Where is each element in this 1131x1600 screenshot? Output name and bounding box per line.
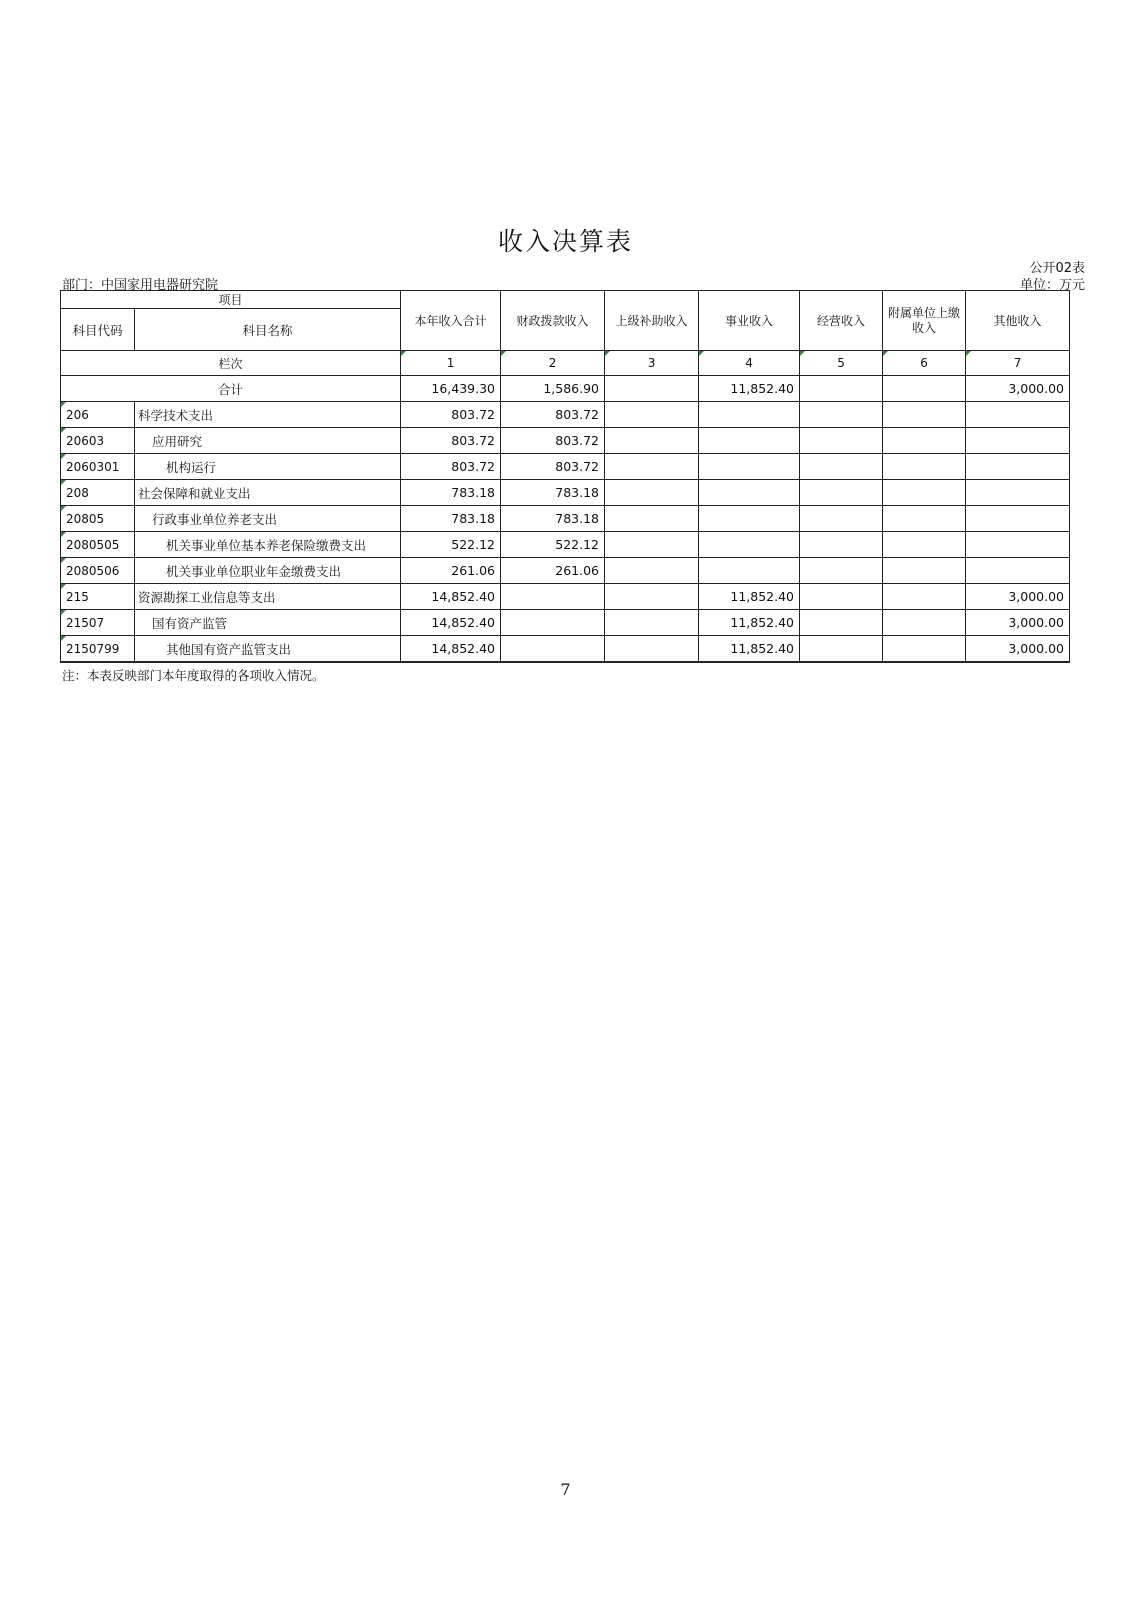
amount-cell xyxy=(800,610,883,636)
sequence-number: 5 xyxy=(800,351,883,376)
amount-cell xyxy=(605,532,699,558)
total-label: 合计 xyxy=(61,376,401,402)
amount-cell xyxy=(605,402,699,428)
total-cell xyxy=(800,376,883,402)
amount-cell xyxy=(800,428,883,454)
name-header: 科目名称 xyxy=(135,309,401,351)
amount-cell xyxy=(605,610,699,636)
amount-cell: 261.06 xyxy=(401,558,501,584)
amount-cell: 783.18 xyxy=(401,480,501,506)
amount-cell: 783.18 xyxy=(501,480,605,506)
sequence-number: 2 xyxy=(501,351,605,376)
amount-cell xyxy=(883,558,966,584)
amount-cell: 11,852.40 xyxy=(699,636,800,663)
table-row xyxy=(61,402,1070,428)
subject-code: 21507 xyxy=(61,610,135,636)
amount-cell xyxy=(800,532,883,558)
amount-cell xyxy=(883,402,966,428)
column-header: 事业收入 xyxy=(699,291,800,351)
amount-cell xyxy=(699,532,800,558)
amount-cell xyxy=(800,480,883,506)
amount-cell xyxy=(883,428,966,454)
subject-code: 208 xyxy=(61,480,135,506)
amount-cell xyxy=(800,402,883,428)
subject-name: 行政事业单位养老支出 xyxy=(135,506,401,532)
income-settlement-table xyxy=(60,290,1070,663)
amount-cell xyxy=(699,454,800,480)
table-row xyxy=(61,506,1070,532)
amount-cell xyxy=(699,402,800,428)
amount-cell xyxy=(883,506,966,532)
column-header: 上级补助收入 xyxy=(605,291,699,351)
column-header: 本年收入合计 xyxy=(401,291,501,351)
amount-cell: 14,852.40 xyxy=(401,636,501,663)
amount-cell xyxy=(501,584,605,610)
amount-cell xyxy=(883,584,966,610)
subject-name: 机关事业单位基本养老保险缴费支出 xyxy=(135,532,401,558)
amount-cell: 3,000.00 xyxy=(966,610,1070,636)
amount-cell xyxy=(800,558,883,584)
department-label: 部门：中国家用电器研究院 xyxy=(62,278,219,293)
amount-cell: 261.06 xyxy=(501,558,605,584)
amount-cell xyxy=(501,636,605,663)
table-row xyxy=(61,454,1070,480)
document-title: 收入决算表 xyxy=(497,227,633,256)
subject-code: 206 xyxy=(61,402,135,428)
table-row xyxy=(61,480,1070,506)
table-note: 注：本表反映部门本年度取得的各项收入情况。 xyxy=(62,668,325,683)
subject-code: 215 xyxy=(61,584,135,610)
amount-cell: 803.72 xyxy=(501,402,605,428)
amount-cell: 783.18 xyxy=(401,506,501,532)
amount-cell xyxy=(800,454,883,480)
total-cell xyxy=(883,376,966,402)
amount-cell: 803.72 xyxy=(401,428,501,454)
subject-name: 资源勘探工业信息等支出 xyxy=(135,584,401,610)
amount-cell xyxy=(501,610,605,636)
amount-cell: 803.72 xyxy=(501,428,605,454)
amount-cell: 803.72 xyxy=(401,454,501,480)
sequence-number: 4 xyxy=(699,351,800,376)
amount-cell: 11,852.40 xyxy=(699,584,800,610)
subject-code: 2060301 xyxy=(61,454,135,480)
sequence-number: 7 xyxy=(966,351,1070,376)
amount-cell xyxy=(605,506,699,532)
page-number: 7 xyxy=(560,1480,571,1499)
amount-cell: 11,852.40 xyxy=(699,610,800,636)
sequence-label: 栏次 xyxy=(61,351,401,376)
amount-cell xyxy=(605,480,699,506)
amount-cell: 803.72 xyxy=(501,454,605,480)
total-cell: 3,000.00 xyxy=(966,376,1070,402)
unit-label: 单位：万元 xyxy=(1019,278,1085,293)
total-cell: 16,439.30 xyxy=(401,376,501,402)
total-row xyxy=(61,376,1070,402)
total-cell: 1,586.90 xyxy=(501,376,605,402)
subject-name: 机关事业单位职业年金缴费支出 xyxy=(135,558,401,584)
subject-name: 应用研究 xyxy=(135,428,401,454)
subject-code: 2080506 xyxy=(61,558,135,584)
amount-cell xyxy=(883,480,966,506)
subject-code: 20805 xyxy=(61,506,135,532)
amount-cell xyxy=(699,558,800,584)
subject-name: 社会保障和就业支出 xyxy=(135,480,401,506)
subject-code: 2150799 xyxy=(61,636,135,663)
amount-cell xyxy=(800,584,883,610)
table-row xyxy=(61,532,1070,558)
amount-cell xyxy=(966,558,1070,584)
amount-cell xyxy=(699,428,800,454)
subject-name: 其他国有资产监管支出 xyxy=(135,636,401,663)
table-row xyxy=(61,428,1070,454)
amount-cell xyxy=(883,454,966,480)
amount-cell: 803.72 xyxy=(401,402,501,428)
item-group-header: 项目 xyxy=(61,291,401,309)
amount-cell xyxy=(883,532,966,558)
amount-cell xyxy=(605,428,699,454)
subject-name: 机构运行 xyxy=(135,454,401,480)
amount-cell xyxy=(605,636,699,663)
amount-cell xyxy=(966,506,1070,532)
code-header: 科目代码 xyxy=(61,309,135,351)
amount-cell xyxy=(883,610,966,636)
amount-cell xyxy=(966,428,1070,454)
sequence-number: 6 xyxy=(883,351,966,376)
table-row xyxy=(61,636,1070,663)
amount-cell: 522.12 xyxy=(501,532,605,558)
total-cell xyxy=(605,376,699,402)
sequence-number: 3 xyxy=(605,351,699,376)
amount-cell xyxy=(605,558,699,584)
amount-cell: 3,000.00 xyxy=(966,636,1070,663)
amount-cell xyxy=(605,584,699,610)
amount-cell: 14,852.40 xyxy=(401,610,501,636)
sequence-number: 1 xyxy=(401,351,501,376)
amount-cell xyxy=(966,454,1070,480)
amount-cell: 3,000.00 xyxy=(966,584,1070,610)
table-row xyxy=(61,558,1070,584)
column-header: 经营收入 xyxy=(800,291,883,351)
amount-cell: 522.12 xyxy=(401,532,501,558)
form-number: 公开02表 xyxy=(1029,261,1085,276)
amount-cell xyxy=(699,506,800,532)
table-row xyxy=(61,610,1070,636)
amount-cell xyxy=(800,636,883,663)
column-header: 附属单位上缴收入 xyxy=(883,291,966,351)
amount-cell xyxy=(699,480,800,506)
subject-code: 2080505 xyxy=(61,532,135,558)
table-row xyxy=(61,584,1070,610)
subject-code: 20603 xyxy=(61,428,135,454)
column-header: 其他收入 xyxy=(966,291,1070,351)
subject-name: 国有资产监管 xyxy=(135,610,401,636)
amount-cell xyxy=(800,506,883,532)
subject-name: 科学技术支出 xyxy=(135,402,401,428)
amount-cell: 783.18 xyxy=(501,506,605,532)
amount-cell xyxy=(966,402,1070,428)
amount-cell xyxy=(883,636,966,663)
total-cell: 11,852.40 xyxy=(699,376,800,402)
amount-cell xyxy=(966,480,1070,506)
amount-cell: 14,852.40 xyxy=(401,584,501,610)
amount-cell xyxy=(966,532,1070,558)
column-header: 财政拨款收入 xyxy=(501,291,605,351)
amount-cell xyxy=(605,454,699,480)
